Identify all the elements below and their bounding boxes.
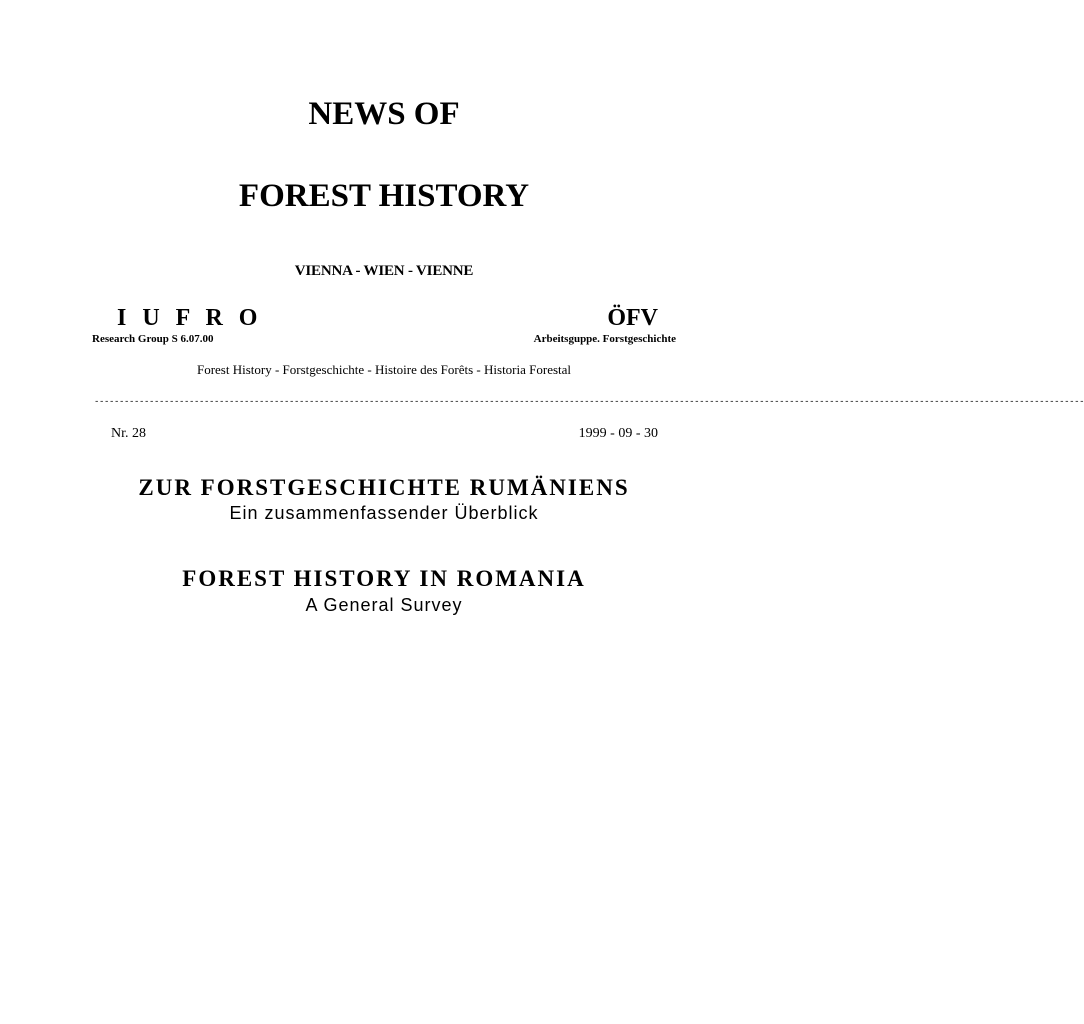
- iufro-research-group: Research Group S 6.07.00: [92, 333, 214, 345]
- english-article-subtitle: A General Survey: [305, 595, 463, 615]
- masthead-title-line1: NEWS OF: [308, 96, 460, 132]
- ofv-name: ÖFV: [607, 305, 658, 331]
- cities-line: VIENNA - WIEN - VIENNE: [294, 263, 474, 279]
- dashed-divider: ------------------------------------------------------------------------------------------------------------------------------------------------------------------------------------------------------: [94, 397, 1084, 407]
- english-article-title: FOREST HISTORY IN ROMANIA: [182, 566, 586, 591]
- german-article-title: ZUR FORSTGESCHICHTE RUMÄNIENS: [138, 475, 630, 500]
- masthead-title-line2: FOREST HISTORY: [238, 178, 530, 214]
- german-article-subtitle: Ein zusammenfassender Überblick: [229, 503, 539, 523]
- issue-number: Nr. 28: [111, 426, 146, 441]
- iufro-name: I U F R O: [117, 305, 263, 331]
- multilingual-tagline: Forest History - Forstgeschichte - Histoire des Forêts - Historia Forestal: [196, 362, 572, 377]
- ofv-working-group: Arbeitsguppe. Forstgeschichte: [533, 333, 676, 345]
- issue-date: 1999 - 09 - 30: [578, 426, 658, 441]
